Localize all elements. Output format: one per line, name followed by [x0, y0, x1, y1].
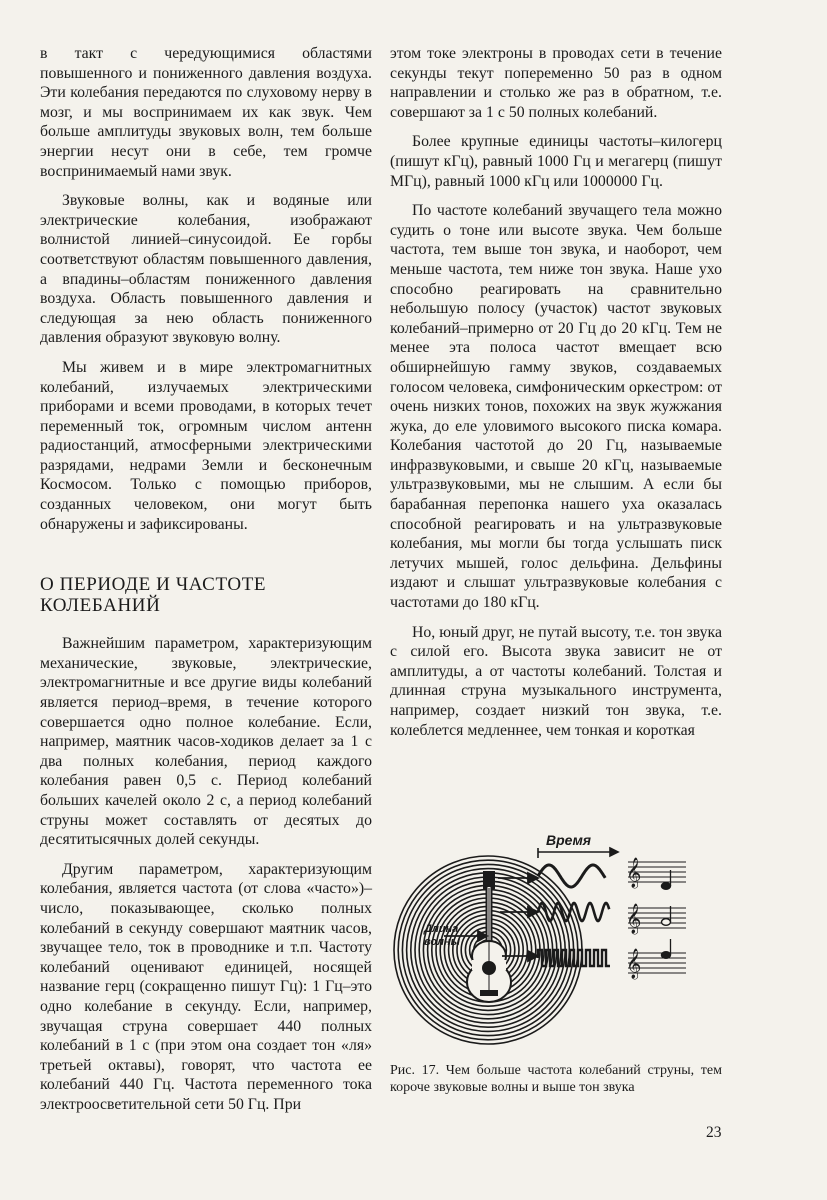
music-staves: [626, 857, 686, 980]
section-title: О ПЕРИОДЕ И ЧАСТОТЕ КОЛЕБАНИЙ: [40, 574, 267, 617]
page-number: 23: [706, 1124, 722, 1141]
paragraph: Важнейшим параметром, характеризующим механические, звуковые, электрические, электромагнитные и все другие виды колебаний является период–время, в течение которого совершается одно полное колебание. Если, например, маятник часов-ходиков делает за 1 с два полных колебания, период каждого колебания равен 0,5 с. Период колебаний больших качелей около 2 с, а период колебаний струны может составлять от десятых до десятитысячных долей секунды.: [40, 635, 372, 849]
treble-clef-icon: 𝄞: [626, 858, 642, 888]
music-note-icon: [662, 883, 671, 890]
treble-clef-icon: 𝄞: [626, 949, 642, 979]
guitar-waves-illustration: [388, 828, 728, 1060]
paragraph: Звуковые волны, как и водяные или электрические колебания, изображают волнистой линией–синусоидой. Ее горбы соответствуют областям повышенного давления, а впадины–областям пониженного давления воздуха. Область повышенного давления и следующая за нею область пониженного давления образуют звуковую волну.: [40, 192, 372, 347]
right-column: [390, 44, 722, 740]
time-label: Время: [546, 832, 592, 848]
time-arrow: [538, 848, 618, 858]
paragraph: Более крупные единицы частоты–килогерц (пишут кГц), равный 1000 Гц и мегагерц (пишут МГц), равный 1000 кГц или 1000000 Гц.: [390, 133, 722, 190]
paragraph: этом токе электроны в проводах сети в течение секунды текут попеременно 50 раз в одном направлении и столько же раз в обратном, т.е. совершают за 1 с 50 полных колебаний.: [390, 45, 722, 121]
paragraph: Но, юный друг, не путай высоту, т.е. тон звука с силой его. Высота звука зависит не от амплитуды, а от частоты колебаний. Толстая и длинная струна музыкального инструмента, например, создает низкий тон звука, т.е. колеблется медленнее, чем тонкая и короткая: [390, 623, 722, 739]
paragraph: По частоте колебаний звучащего тела можно судить о тоне или высоте звука. Чем больше частота, тем выше тон звука, и наоборот, чем меньше частота, тем ниже тон звука. Наше ухо способно реагировать на сравнительно небольшую полосу (участок) частот звуковых колебаний–примерно от 20 Гц до 20 кГц. Тем не менее эта полоса частот вмещает всю обширнейшую гамму звуков, создаваемых голосом человека, симфоническим оркестром: от очень низких тонов, похожих на звук жужжания жука, до еле уловимого высокого писка комара. Колебания частотой до 20 Гц, называемые инфразвуковыми, и свыше 20 кГц, называемые ультразвуковыми, мы не слышим. А если бы барабанная перепонка нашего уха оказалась способной реагировать и на ультразвуковые колебания, мы могли бы тогда услышать писк летучих мышей, голос дельфина. Дельфины издают и слышат ультразвуковые колебания с частотами до 180 кГц.: [390, 202, 722, 612]
treble-clef-icon: 𝄞: [626, 904, 642, 934]
paragraph: Другим параметром, характеризующим колебания, является частота (от слова «часто»)–число, показывающее, сколько полных колебаний в секунду совершают маятник часов, звучащее тело, ток в проводнике и т.п. Частоту колебаний оценивают единицей, носящей название герц (сокращенно пишут Гц): 1 Гц–это одно колебание в секунду. Если, например, звучащая струна совершает 440 полных колебаний в 1 с (при этом она создает тон «ля» третьей октавы), говорят, что частота ее колебаний 440 Гц. Частота переменного тока электроосветительной сети 50 Гц. При: [40, 860, 372, 1113]
left-column: [40, 44, 372, 1115]
music-note-icon: [662, 919, 671, 926]
paragraph: Мы живем и в мире электромагнитных колебаний, излучаемых электрическими приборами и всеми проводами, в которых течет переменный ток, огромным числом антенн радиостанций, атмосферными электрическими разрядами, недрами Земли и бесконечным Космосом. Только с помощью приборов, созданных человеком, они могут быть обнаружены и зафиксированы.: [40, 358, 372, 533]
music-note-icon: [662, 952, 671, 959]
wave-length-label: волны: [424, 936, 460, 948]
paragraph: в такт с чередующимися областями повышенного и пониженного давления воздуха. Эти колебания передаются по слуховому нерву в мозг, и мы воспринимаем их как звук. Чем больше амплитуды звуковых волн, тем больше энергии несут они в себе, тем громче воспринимаемый нами звук.: [40, 45, 372, 180]
figure-guitar-waves: [388, 828, 728, 1060]
wave-length-label: Длина: [424, 923, 459, 935]
figure-caption: Рис. 17. Чем больше частота колебаний струны, тем короче звуковые волны и выше тон звука: [390, 1063, 722, 1095]
